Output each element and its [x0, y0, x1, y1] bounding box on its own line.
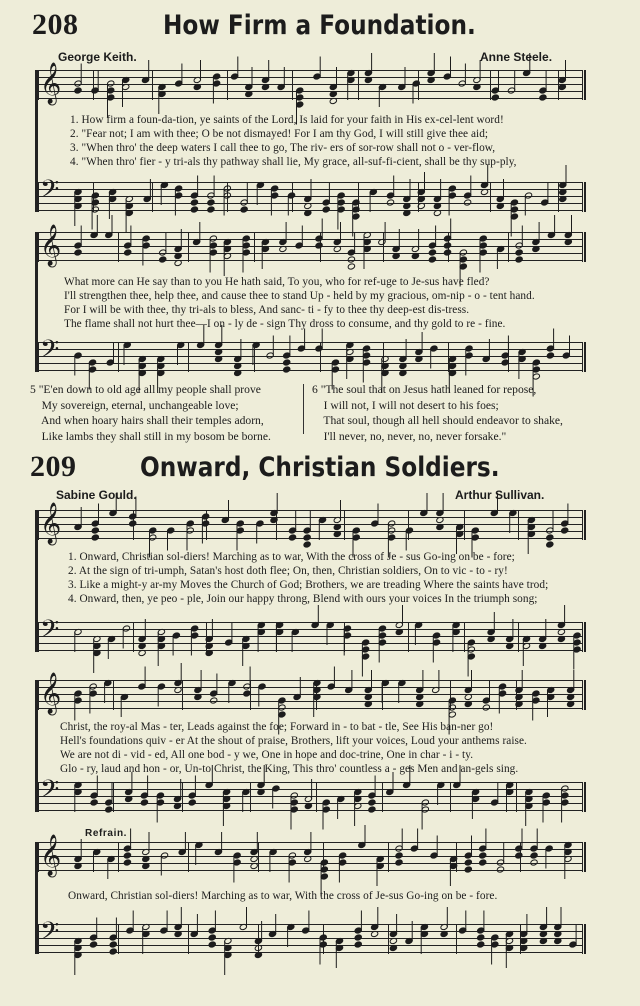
notehead — [288, 534, 296, 541]
notehead — [368, 799, 376, 806]
notehead — [193, 83, 201, 90]
lyric-line: 2. "Fear not; I am with thee; O be not dismayed! For I am thy God, I will still give thee aid; — [70, 128, 489, 140]
notehead — [440, 930, 448, 937]
notehead — [194, 693, 202, 700]
notehead — [207, 199, 215, 206]
notehead — [174, 686, 182, 693]
notehead — [91, 527, 99, 534]
notehead — [254, 951, 262, 958]
lyric-line: Christ, the roy-al Mas - ter, Leads against the foe; Forward in - to bat - tle, See His ban-ner go! — [60, 721, 494, 733]
stanza-6: 6 "The soul that on Jesus hath leaned for repose, I will not, I will not desert to his foes; That soul, though all hell should endeavor to shake, I'll never, no, never, no, never forsake." — [312, 383, 563, 443]
notehead — [234, 369, 242, 376]
lyric-line: 1. How firm a foun-da-tion, ye saints of the Lord, Is laid for your faith in His ex-cel-lent word! — [70, 114, 504, 126]
notehead — [245, 90, 253, 97]
notehead — [477, 934, 485, 941]
notehead — [403, 202, 411, 209]
lyric-line: 2. At the sign of tri-umph, Satan's host doth flee; On, then, Christian soldiers, On to vic - to - ry! — [68, 565, 508, 577]
notehead — [433, 202, 441, 209]
notehead — [479, 859, 487, 866]
notehead — [283, 366, 291, 373]
notehead — [428, 256, 436, 263]
notehead — [539, 930, 547, 937]
notehead — [491, 94, 499, 101]
lyric-line: What more can He say than to you He hath said, To you, who for ref-uge to Je-sus have fled? — [64, 276, 490, 288]
notehead — [403, 209, 411, 216]
notehead — [270, 516, 278, 523]
notehead — [304, 202, 312, 209]
notehead — [554, 930, 562, 937]
notehead — [464, 693, 472, 700]
notehead — [515, 693, 523, 700]
notehead — [210, 697, 218, 704]
notehead — [174, 252, 182, 259]
bass-clef-icon: 𝄢 — [40, 336, 60, 369]
notehead — [303, 541, 311, 548]
notehead — [539, 642, 547, 649]
notehead — [74, 249, 82, 256]
notehead — [558, 83, 566, 90]
notehead — [515, 256, 523, 263]
notehead — [433, 209, 441, 216]
notehead — [91, 534, 99, 541]
notehead — [215, 348, 223, 355]
lyric-line: The flame shall not hurt thee—I on - ly de - sign Thy dross to consume, and thy gold to re - fine. — [64, 318, 506, 330]
notehead — [109, 941, 117, 948]
notehead — [364, 76, 372, 83]
notehead — [559, 188, 567, 195]
lyric-line: 4. Onward, then, ye peo - ple, Join our happy throng, Blend with ours your voices In the triumph song; — [68, 593, 538, 605]
lyric-line: We are not di - vid - ed, All one bod - y we, One in hope and doc-trine, One in char - i - ty. — [60, 749, 474, 761]
lyric-line: 1. Onward, Christian sol-diers! Marching as to war, With the cross of Je - sus Go-ing on be - fore; — [68, 551, 515, 563]
lyric-line: 3. "When thro' the deep waters I call thee to go, The riv- ers of sor-row shall not o - ver-flow, — [70, 142, 496, 154]
notehead — [74, 87, 82, 94]
notehead — [159, 256, 167, 263]
notehead — [254, 944, 262, 951]
notehead — [415, 355, 423, 362]
notehead — [417, 202, 425, 209]
notehead — [142, 862, 150, 869]
notehead — [411, 252, 419, 259]
bass-clef-icon: 𝄢 — [40, 776, 60, 809]
notehead — [487, 635, 495, 642]
notehead — [329, 97, 337, 104]
notehead — [207, 206, 215, 213]
refrain-lyric: Onward, Christian sol-diers! Marching as to war, With the cross of Je-sus Go-ing on be - fore. — [68, 890, 498, 902]
notehead — [240, 206, 248, 213]
lyric-line: Glo - ry, laud and hon - or, Un-to Christ, the King, This thro' countless a - ges Men and an-gels sing. — [60, 763, 519, 775]
notehead — [138, 642, 146, 649]
notehead — [283, 359, 291, 366]
treble-clef-icon: 𝄞 — [40, 225, 62, 265]
notehead — [173, 802, 181, 809]
notehead — [329, 90, 337, 97]
lyric-line: 4. "When thro' fier - y tri-als thy pathway shall lie, My grace, all-suf-fi-cient, shall be thy sup-ply, — [70, 156, 517, 168]
notehead — [250, 862, 258, 869]
notehead — [464, 859, 472, 866]
notehead — [482, 704, 490, 711]
lyric-line: Hell's foundations quiv - er At the shout of praise, Brothers, lift your voices, Loud your anthems raise. — [60, 735, 527, 747]
notehead — [392, 252, 400, 259]
notehead — [304, 209, 312, 216]
stanza-5: 5 "E'en down to old age all my people shall prove My sovereign, eternal, unchangeable love; And when hoary hairs shall their temples adorn, Like lambs they shall still in my bosom be borne. — [30, 383, 271, 443]
notehead — [546, 352, 554, 359]
notehead — [371, 930, 379, 937]
notehead — [74, 862, 82, 869]
hymn-title: Onward, Christian Soldiers. — [140, 452, 500, 483]
notehead — [539, 94, 547, 101]
notehead — [427, 76, 435, 83]
notehead — [347, 263, 355, 270]
notehead — [304, 855, 312, 862]
notehead — [333, 523, 341, 530]
notehead — [123, 859, 131, 866]
notehead — [464, 700, 472, 707]
notehead — [395, 852, 403, 859]
notehead — [124, 249, 132, 256]
notehead — [105, 806, 113, 813]
notehead — [479, 852, 487, 859]
notehead — [140, 799, 148, 806]
notehead — [123, 852, 131, 859]
notehead — [567, 693, 575, 700]
notehead — [174, 930, 182, 937]
lyric-line: 3. Like a might-y ar-my Moves the Church of God; Brothers, we are treading Where the saints have trod; — [68, 579, 549, 591]
notehead — [532, 245, 540, 252]
notehead — [234, 362, 242, 369]
notehead — [546, 541, 554, 548]
notehead — [567, 700, 575, 707]
notehead — [129, 520, 137, 527]
treble-clef-icon: 𝄞 — [40, 673, 62, 713]
notehead — [205, 642, 213, 649]
notehead — [443, 242, 451, 249]
notehead — [530, 859, 538, 866]
notehead — [389, 937, 397, 944]
notehead — [354, 941, 362, 948]
treble-clef-icon: 𝄞 — [40, 63, 62, 103]
bass-clef-icon: 𝄢 — [40, 918, 60, 951]
notehead — [399, 362, 407, 369]
notehead — [90, 799, 98, 806]
notehead — [464, 199, 472, 206]
notehead — [506, 642, 514, 649]
notehead — [515, 852, 523, 859]
notehead — [557, 635, 565, 642]
notehead — [386, 199, 394, 206]
notehead — [480, 188, 488, 195]
notehead — [515, 249, 523, 256]
notehead — [564, 238, 572, 245]
notehead — [364, 693, 372, 700]
bass-clef-icon: 𝄢 — [40, 176, 60, 209]
notehead — [188, 799, 196, 806]
notehead — [208, 941, 216, 948]
lyric-line: For I will be with thee, thy tri-als to bless, And sanc- ti - fy to thee thy deep-est dis-tress. — [64, 304, 470, 316]
notehead — [303, 534, 311, 541]
notehead — [304, 802, 312, 809]
notehead — [89, 941, 97, 948]
notehead — [395, 859, 403, 866]
notehead — [561, 527, 569, 534]
notehead — [464, 866, 472, 873]
notehead — [109, 948, 117, 955]
notehead — [389, 944, 397, 951]
notehead — [496, 202, 504, 209]
notehead — [501, 359, 509, 366]
author-credit: Arthur Sullivan. — [455, 488, 545, 502]
notehead — [428, 249, 436, 256]
notehead — [205, 649, 213, 656]
notehead — [559, 195, 567, 202]
notehead — [142, 855, 150, 862]
composer-credit: George Keith. — [58, 50, 137, 64]
author-credit: Anne Steele. — [480, 50, 553, 64]
notehead — [436, 516, 444, 523]
notehead — [443, 249, 451, 256]
notehead — [250, 855, 258, 862]
bass-clef-icon: 𝄢 — [40, 616, 60, 649]
notehead — [243, 690, 251, 697]
notehead — [530, 852, 538, 859]
notehead — [520, 944, 528, 951]
notehead — [546, 534, 554, 541]
notehead — [190, 199, 198, 206]
notehead — [395, 628, 403, 635]
notehead — [279, 245, 287, 252]
notehead — [138, 649, 146, 656]
lyric-line: I'll strengthen thee, help thee, and cause thee to stand Up - held by my gracious, om-nip - o - tent hand. — [64, 290, 535, 302]
treble-clef-icon: 𝄞 — [40, 835, 62, 875]
notehead — [174, 259, 182, 266]
hymn-number: 208 — [32, 8, 79, 41]
composer-credit: Sabine Gould. — [56, 488, 137, 502]
notehead — [416, 693, 424, 700]
notehead — [208, 934, 216, 941]
notehead — [333, 245, 341, 252]
notehead — [520, 937, 528, 944]
notehead — [354, 934, 362, 941]
notehead — [477, 941, 485, 948]
notehead — [417, 195, 425, 202]
notehead — [257, 788, 265, 795]
notehead — [496, 866, 504, 873]
notehead — [215, 355, 223, 362]
notehead — [261, 83, 269, 90]
notehead — [333, 530, 341, 537]
notehead — [399, 369, 407, 376]
notehead — [557, 628, 565, 635]
notehead — [515, 700, 523, 707]
notehead — [539, 937, 547, 944]
treble-clef-icon: 𝄞 — [40, 503, 62, 543]
notehead — [322, 206, 330, 213]
notehead — [315, 242, 323, 249]
refrain-label: Refrain. — [85, 828, 128, 839]
hymn-number: 209 — [30, 450, 77, 483]
hymn-title: How Firm a Foundation. — [163, 10, 476, 41]
notehead — [125, 795, 133, 802]
notehead — [364, 700, 372, 707]
notehead — [190, 206, 198, 213]
notehead — [347, 256, 355, 263]
notehead — [554, 937, 562, 944]
notehead — [436, 523, 444, 530]
notehead — [416, 700, 424, 707]
notehead — [368, 806, 376, 813]
notehead — [473, 83, 481, 90]
